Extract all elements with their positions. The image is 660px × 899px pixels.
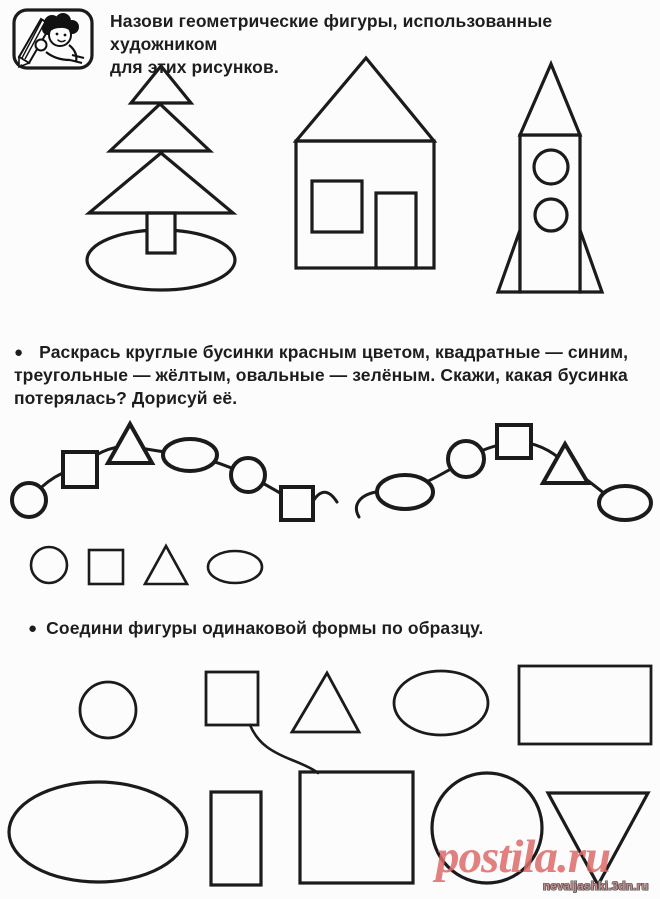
match-big-square (300, 772, 413, 883)
match-circle (80, 682, 136, 738)
tree-figure (87, 66, 235, 290)
task1-line2: для этих рисунков. (110, 57, 279, 77)
house-figure (296, 58, 434, 268)
match-rectangle (519, 666, 651, 744)
match-vertical-rect (211, 792, 261, 885)
bead-oval (377, 475, 433, 509)
bead-square (497, 425, 531, 458)
match-square (206, 672, 258, 725)
sample-shapes-row (31, 546, 262, 584)
sample-square (89, 550, 123, 584)
sample-triangle (145, 546, 187, 584)
task2-line1: ● Раскрась круглые бусинки красным цветом, квадратные — синим, (14, 342, 629, 362)
tree-triangle-large (89, 153, 233, 213)
bead-oval (163, 439, 217, 471)
task3-text: ● Соедини фигуры одинаковой формы по образцу. (28, 618, 484, 638)
sample-circle (31, 547, 67, 583)
rocket-right-fin-triangle (580, 230, 602, 292)
bead-oval (599, 486, 651, 520)
bead-square (63, 452, 97, 487)
tree-trunk-rect (147, 213, 175, 253)
task2-line2: треугольные — жёлтым, овальные — зелёным. Скажи, какая бусинка (14, 365, 628, 385)
rocket-left-fin-triangle (498, 230, 520, 292)
house-body-square (296, 141, 434, 268)
match-top-row (80, 666, 651, 744)
bead-string (12, 424, 651, 520)
rocket-figure (498, 64, 602, 292)
watermark-postila: postila.ru (436, 831, 611, 883)
bead-triangle (108, 424, 152, 463)
task1-text (110, 10, 658, 79)
match-triangle (292, 673, 359, 732)
child-drawing-icon (12, 8, 94, 70)
bullet-icon: ● (28, 620, 38, 637)
bullet-icon: ● (14, 344, 24, 361)
bead-circle (231, 458, 265, 492)
bead-circle (448, 441, 484, 477)
match-oval (394, 671, 488, 735)
task1-line1: Назови геометрические фигуры, использованные художником (110, 11, 553, 54)
house-window-square (312, 181, 362, 232)
match-big-ellipse (9, 782, 187, 882)
rocket-body-rect (520, 135, 580, 292)
watermark-site2: nevaljashki.3dn.ru (543, 881, 649, 893)
bead-circle (12, 483, 46, 517)
task2-line3: потерялась? Дорисуй её. (14, 388, 238, 408)
sample-oval (208, 551, 262, 583)
tree-triangle-middle (110, 104, 210, 151)
task2-text (14, 341, 659, 410)
house-door-rect (376, 193, 416, 268)
bead-square (281, 487, 313, 520)
